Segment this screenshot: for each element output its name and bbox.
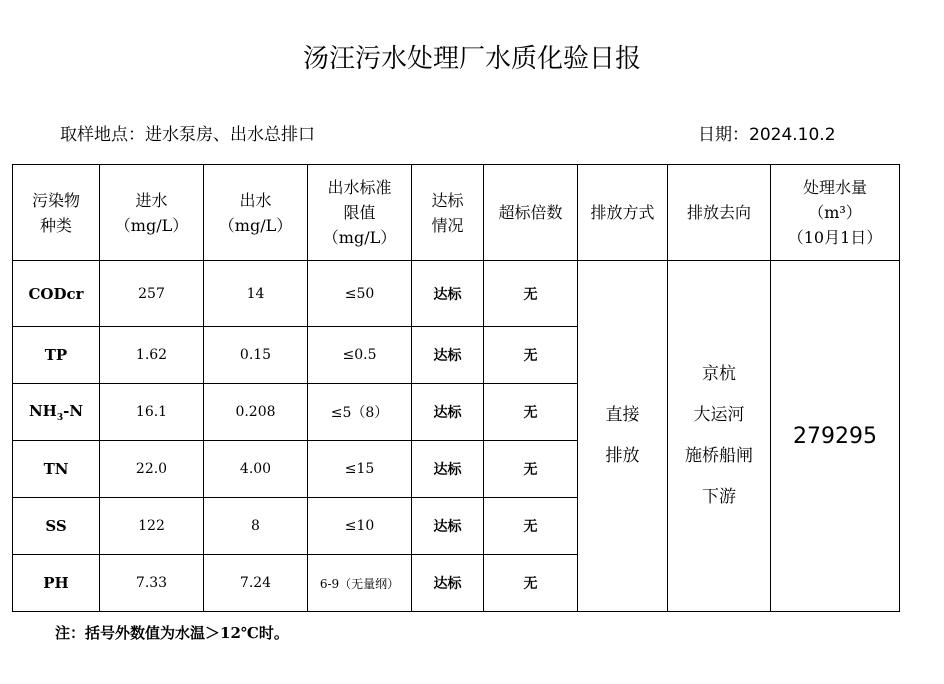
- outflow-cell: 7.24: [204, 555, 308, 612]
- table-row: [13, 261, 900, 327]
- discharge-dest-cell: 京杭 大运河 施桥船闸 下游: [668, 261, 771, 612]
- inflow-cell: 7.33: [100, 555, 204, 612]
- pollutant-cell: TN: [13, 441, 100, 498]
- limit-cell: ≤50: [308, 261, 412, 327]
- header-inflow: 进水 （mg/L）: [100, 165, 204, 261]
- outflow-cell: 14: [204, 261, 308, 327]
- limit-cell: 6-9（无量纲）: [308, 555, 412, 612]
- inflow-cell: 122: [100, 498, 204, 555]
- sampling-location: 取样地点：进水泵房、出水总排口: [60, 125, 315, 145]
- header-status: 达标 情况: [412, 165, 484, 261]
- status-cell: 达标: [412, 327, 484, 384]
- exceed-cell: 无: [484, 384, 578, 441]
- status-cell: 达标: [412, 555, 484, 612]
- outflow-cell: 0.208: [204, 384, 308, 441]
- discharge-method-cell: 直接 排放: [578, 261, 668, 612]
- status-cell: 达标: [412, 261, 484, 327]
- inflow-cell: 257: [100, 261, 204, 327]
- status-cell: 达标: [412, 441, 484, 498]
- header-discharge-dest: 排放去向: [668, 165, 771, 261]
- header-limit: 出水标准 限值 （mg/L）: [308, 165, 412, 261]
- limit-cell: ≤0.5: [308, 327, 412, 384]
- header-pollutant: 污染物 种类: [13, 165, 100, 261]
- limit-cell: ≤5（8）: [308, 384, 412, 441]
- header-outflow: 出水 （mg/L）: [204, 165, 308, 261]
- exceed-cell: 无: [484, 498, 578, 555]
- header-discharge-method: 排放方式: [578, 165, 668, 261]
- report-title: 汤汪污水处理厂水质化验日报: [302, 44, 641, 74]
- pollutant-cell: CODcr: [13, 261, 100, 327]
- pollutant-cell: $NH_3-N$: [13, 384, 100, 441]
- pollutant-cell: PH: [13, 555, 100, 612]
- status-cell: 达标: [412, 384, 484, 441]
- volume-cell: 279295: [771, 261, 900, 612]
- status-cell: 达标: [412, 498, 484, 555]
- outflow-cell: 8: [204, 498, 308, 555]
- pollutant-cell: SS: [13, 498, 100, 555]
- header-volume: 处理水量 （m³） （10月1日）: [771, 165, 900, 261]
- footnote: 注：括号外数值为水温＞12℃时。: [55, 624, 289, 642]
- header-row: [13, 165, 900, 261]
- outflow-cell: 0.15: [204, 327, 308, 384]
- limit-cell: ≤10: [308, 498, 412, 555]
- header-exceed: 超标倍数: [484, 165, 578, 261]
- limit-cell: ≤15: [308, 441, 412, 498]
- report-date: 日期：2024.10.2: [698, 125, 836, 145]
- exceed-cell: 无: [484, 327, 578, 384]
- water-quality-table: [12, 164, 900, 612]
- outflow-cell: 4.00: [204, 441, 308, 498]
- exceed-cell: 无: [484, 441, 578, 498]
- inflow-cell: 16.1: [100, 384, 204, 441]
- pollutant-cell: TP: [13, 327, 100, 384]
- exceed-cell: 无: [484, 261, 578, 327]
- inflow-cell: 1.62: [100, 327, 204, 384]
- exceed-cell: 无: [484, 555, 578, 612]
- inflow-cell: 22.0: [100, 441, 204, 498]
